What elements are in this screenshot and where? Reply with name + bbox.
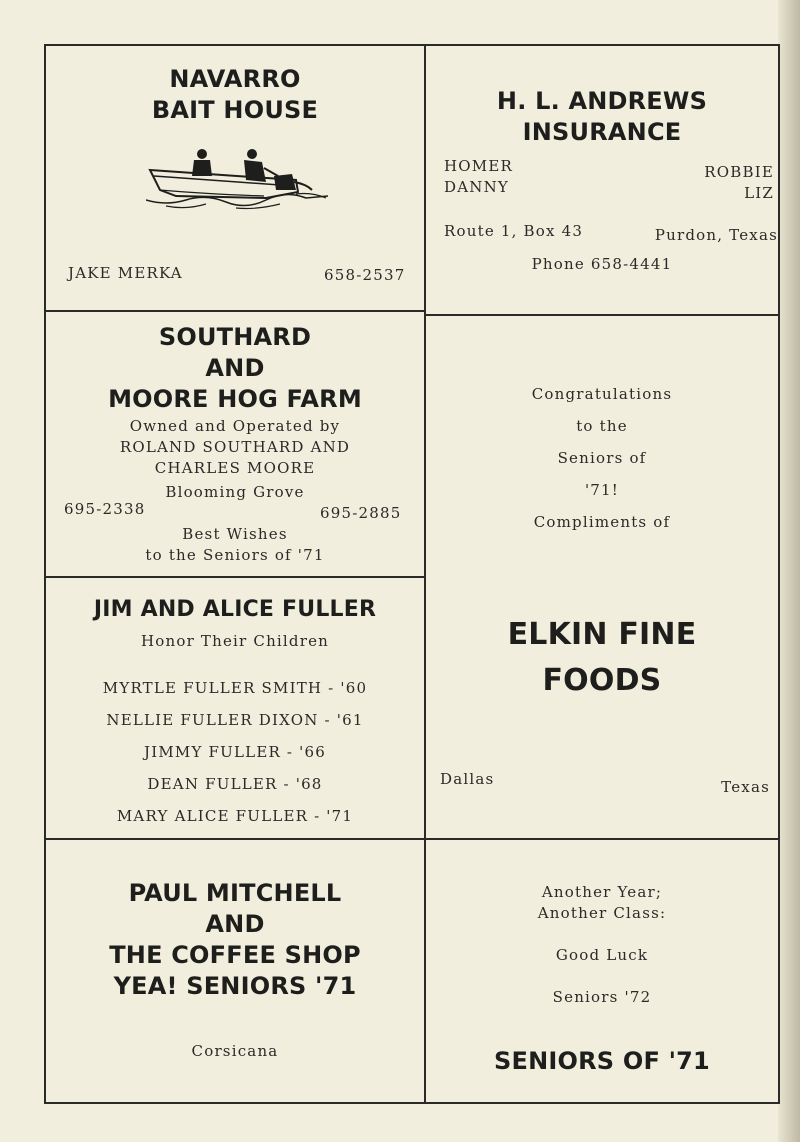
ad-grid bbox=[44, 44, 780, 1104]
southard-moore-hog-farm-ad bbox=[46, 312, 424, 576]
seniors-good-luck: Good Luck bbox=[555, 946, 649, 964]
seniors-71-ad bbox=[426, 840, 778, 1102]
fuller-children-list bbox=[46, 672, 424, 832]
navarro-owner: JAKE MERKA bbox=[68, 264, 183, 282]
andrews-city: Purdon, Texas bbox=[654, 226, 778, 244]
coffee-shop-city: Corsicana bbox=[191, 1042, 279, 1060]
southard-details: Owned and Operated by ROLAND SOUTHARD AND CHARLES MOORE Blooming Grove bbox=[119, 417, 351, 501]
elkin-fine-foods-ad bbox=[426, 316, 778, 838]
seniors-72: Seniors '72 bbox=[552, 988, 652, 1006]
fuller-family-ad bbox=[46, 578, 424, 838]
andrews-insurance-ad bbox=[426, 46, 778, 314]
coffee-shop-ad bbox=[46, 840, 424, 1102]
elkin-congratulations: Congratulations to the Seniors of '71! Compliments of bbox=[531, 385, 673, 531]
navarro-phone: 658-2537 bbox=[324, 266, 406, 284]
elkin-state: Texas bbox=[721, 778, 770, 796]
list-item: NELLIE FULLER DIXON - '61 bbox=[106, 711, 364, 729]
andrews-names-left: HOMER DANNY bbox=[444, 157, 513, 196]
southard-phone-right: 695-2885 bbox=[320, 504, 402, 522]
elkin-title: ELKIN FINE FOODS bbox=[507, 617, 697, 698]
fuller-title: JIM AND ALICE FULLER bbox=[93, 597, 377, 622]
navarro-bait-house-ad bbox=[46, 46, 424, 310]
southard-wishes: Best Wishes to the Seniors of '71 bbox=[145, 525, 325, 564]
page-edge bbox=[778, 0, 800, 1142]
fishing-boat-illustration bbox=[146, 146, 330, 212]
list-item: MARY ALICE FULLER - '71 bbox=[116, 807, 354, 825]
fuller-subtitle: Honor Their Children bbox=[140, 632, 330, 650]
elkin-city: Dallas bbox=[440, 770, 495, 788]
andrews-phone: Phone 658-4441 bbox=[531, 255, 673, 273]
southard-phone-left: 695-2338 bbox=[64, 500, 146, 518]
list-item: DEAN FULLER - '68 bbox=[147, 775, 323, 793]
andrews-names-right: ROBBIE LIZ bbox=[704, 163, 774, 202]
seniors-71-title: SENIORS OF '71 bbox=[494, 1047, 710, 1075]
southard-title: SOUTHARD AND MOORE HOG FARM bbox=[108, 323, 362, 413]
andrews-address: Route 1, Box 43 bbox=[444, 222, 584, 240]
navarro-title: NAVARRO BAIT HOUSE bbox=[151, 65, 319, 124]
andrews-title: H. L. ANDREWS INSURANCE bbox=[496, 87, 708, 146]
list-item: JIMMY FULLER - '66 bbox=[144, 743, 326, 761]
seniors-another-year: Another Year; Another Class: bbox=[537, 883, 667, 922]
list-item: MYRTLE FULLER SMITH - '60 bbox=[102, 679, 368, 697]
coffee-shop-title: PAUL MITCHELL AND THE COFFEE SHOP YEA! SENIORS '71 bbox=[109, 879, 361, 1000]
